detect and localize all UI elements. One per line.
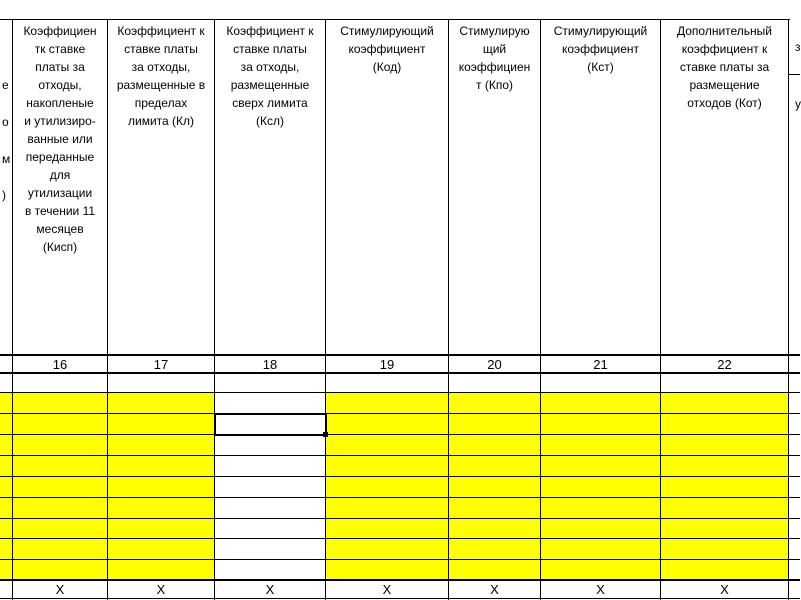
grid-col-line-107 (107, 19, 108, 600)
column-number-21[interactable]: 21 (593, 357, 608, 372)
footer-mark-col-19[interactable]: X (382, 582, 392, 597)
column-number-22[interactable]: 22 (717, 357, 732, 372)
left-column-fragment-2: о (2, 115, 9, 129)
grid-col-line-448 (448, 19, 449, 600)
footer-mark-col-17[interactable]: X (156, 582, 166, 597)
header-col-19[interactable]: Стимулирующий коэффициент (Код) (340, 24, 434, 74)
header-col-21[interactable]: Стимулирующий коэффициент (Кст) (553, 24, 648, 74)
header-col-18[interactable]: Коэффициент к ставке платы за отходы, размещенные сверх лимита (Ксл) (226, 24, 314, 128)
grid-line-row-2 (0, 413, 800, 414)
footer-mark-col-20[interactable]: X (490, 582, 499, 597)
header-col-16[interactable]: Коэффициен тк ставке платы за отходы, накопленые и утилизиро- ванные или переданные для утилизации в течении 11 месяцев (Кисп) (23, 24, 97, 254)
grid-line-row-7 (0, 518, 800, 519)
data-fill-col-20[interactable] (449, 393, 541, 580)
grid-line-footer (0, 598, 800, 599)
grid-line-top (0, 19, 790, 20)
data-fill-col-17[interactable] (108, 393, 215, 580)
grid-line-row-5 (0, 476, 800, 477)
footer-mark-col-16[interactable]: X (55, 582, 65, 597)
grid-line-numbers-bottom (0, 372, 800, 374)
grid-col-line-660 (660, 19, 661, 600)
grid-line-row-6 (0, 497, 800, 498)
footer-mark-col-22[interactable]: X (720, 582, 729, 597)
grid-line-row-4 (0, 455, 800, 456)
grid-line-row-1 (0, 392, 800, 393)
grid-line-right-sub (789, 74, 800, 75)
footer-mark-col-18[interactable]: X (265, 582, 275, 597)
header-col-17[interactable]: Коэффициент к ставке платы за отходы, размещенные в пределах лимита (Кл) (116, 24, 206, 128)
grid-line-row-8 (0, 538, 800, 539)
grid-col-line-12 (12, 19, 13, 600)
footer-mark-col-21[interactable]: X (596, 582, 605, 597)
grid-line-row-9 (0, 559, 800, 560)
grid-col-line-540 (540, 19, 541, 600)
data-fill-col-16[interactable] (13, 393, 108, 580)
grid-line-header-bottom (0, 354, 800, 356)
right-column-fragment-2: у (795, 97, 801, 111)
data-fill-col-21[interactable] (541, 393, 661, 580)
column-number-16[interactable]: 16 (52, 357, 68, 372)
column-number-17[interactable]: 17 (153, 357, 169, 372)
header-col-20[interactable]: Стимулирую щий коэффициен т (Кпо) (458, 24, 531, 92)
left-column-fragment-3: м (2, 152, 11, 166)
column-number-19[interactable]: 19 (379, 357, 395, 372)
column-number-18[interactable]: 18 (262, 357, 278, 372)
data-fill-col-22[interactable] (661, 393, 789, 580)
grid-col-line-788 (788, 19, 789, 600)
left-column-fragment-4: ) (2, 188, 6, 202)
right-column-fragment-1: з (795, 40, 801, 54)
grid-col-line-214 (214, 19, 215, 600)
grid-line-row-3 (0, 434, 800, 435)
data-fill-col-19[interactable] (326, 393, 449, 580)
grid-col-line-325 (325, 19, 326, 600)
selected-cell[interactable] (214, 413, 327, 436)
column-number-20[interactable]: 20 (487, 357, 502, 372)
header-col-22[interactable]: Дополнительный коэффициент к ставке платы за размещение отходов (Кот) (676, 24, 773, 110)
fill-handle[interactable] (323, 432, 328, 437)
left-column-fragment-1: е (2, 78, 9, 92)
